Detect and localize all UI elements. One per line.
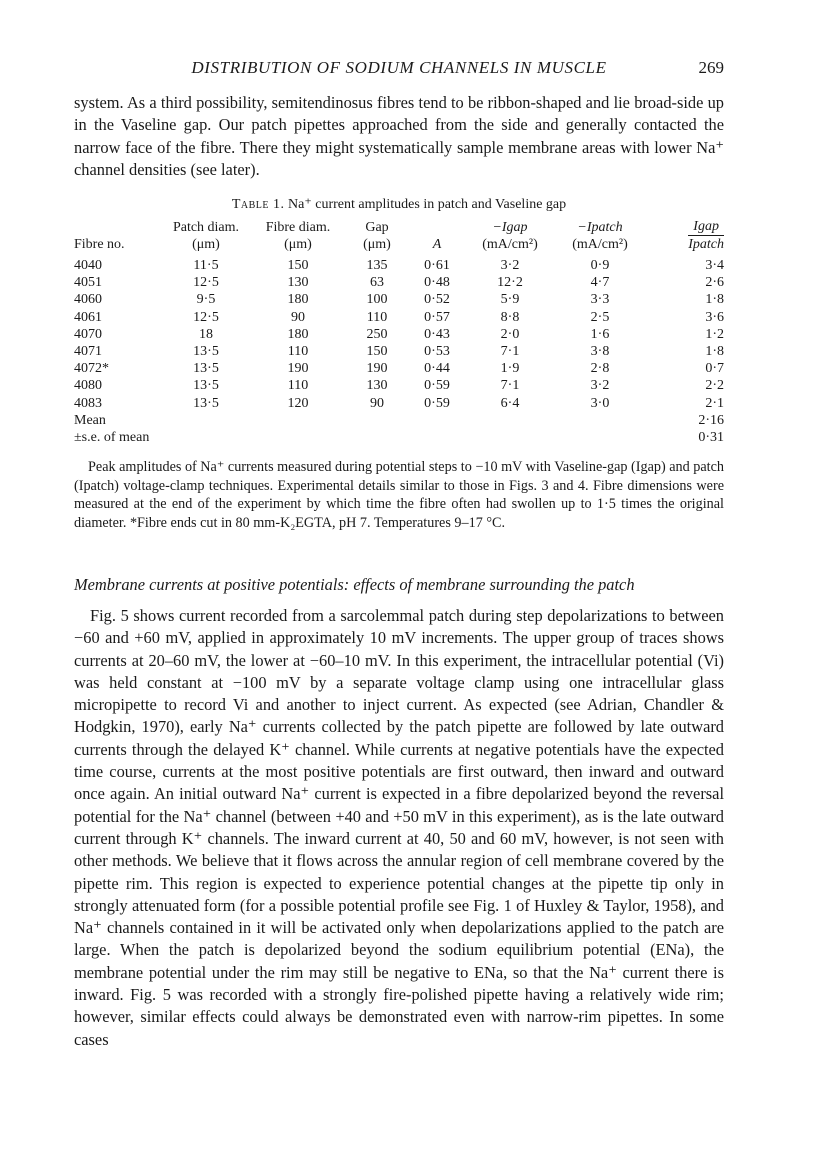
table-cell: 0·53	[424, 344, 450, 360]
table-cell: 7·1	[500, 344, 520, 360]
header-a: A	[432, 237, 442, 252]
header-ipatch: −Ipatch (mA/cm²)	[572, 220, 628, 252]
table-cell: 130	[287, 275, 309, 291]
table-row	[74, 343, 724, 360]
table-cell: 18	[199, 326, 213, 342]
table-cell: 13·5	[193, 344, 219, 360]
table-cell: 135	[366, 258, 388, 273]
table-caption-label: Table 1.	[231, 197, 285, 212]
table-footnote: Peak amplitudes of Na⁺ currents measured during potential steps to −10 mV with Vaseline-gap (Igap) and patch (Ipatch) voltage-clamp techniques. Experimental details similar to those in Figs. 3 and 4. Fibre dimensions were measured at the end of the experiment by which time the fibre often had swollen up to 1·5 times the original diameter. *Fibre ends cut in 80 mm-K₂EGTA, pH 7. Temperatures 9–17 °C.	[74, 459, 724, 531]
table-cell: 0·59	[424, 395, 450, 411]
table-cell: 2·1	[705, 395, 724, 411]
table-cell: 3·8	[590, 344, 610, 360]
table-row	[74, 326, 724, 343]
section-heading: Membrane currents at positive potentials: effects of membrane surrounding the patch	[74, 575, 635, 594]
table-cell: 0·57	[424, 309, 450, 325]
table-row-mean	[74, 412, 724, 429]
table-cell: 190	[366, 361, 388, 377]
table-cell: 4060	[74, 292, 102, 308]
table-cell: 90	[370, 395, 384, 411]
table-cell: 100	[366, 292, 388, 308]
table-cell: 180	[287, 326, 309, 342]
table-cell: 180	[287, 292, 309, 308]
table-row	[74, 309, 724, 326]
table-cell: 4040	[74, 258, 102, 273]
table-cell: 3·3	[590, 292, 610, 308]
table-cell: 4061	[74, 309, 102, 325]
table-cell: 13·5	[193, 361, 219, 377]
table-body	[74, 257, 724, 446]
table-cell: 1·2	[705, 326, 724, 342]
table-cell: 63	[370, 275, 384, 291]
table-cell: 11·5	[193, 258, 219, 273]
header-patch-diam: Patch diam. (μm)	[172, 220, 240, 252]
table-row	[74, 377, 724, 394]
table-cell: 110	[366, 309, 388, 325]
table-cell: 130	[366, 378, 388, 394]
mean-label: Mean	[74, 412, 106, 428]
table-cell: 150	[366, 344, 388, 360]
table-cell: 3·2	[500, 258, 520, 273]
table-cell: 110	[287, 344, 309, 360]
table-cell: 8·8	[500, 309, 520, 325]
table-cell: 0·61	[424, 258, 450, 273]
table-cell: 4·7	[590, 275, 610, 291]
table-cell: 0·43	[424, 326, 450, 342]
table-header-row	[74, 218, 724, 257]
table-cell: 0·7	[705, 361, 724, 377]
table-cell: 12·2	[497, 275, 523, 291]
table-cell: 4071	[74, 344, 102, 360]
table-row	[74, 257, 724, 274]
table-cell: 250	[366, 326, 388, 342]
table-row	[74, 274, 724, 291]
table-cell: 5·9	[500, 292, 520, 308]
table-cell: 1·8	[705, 292, 724, 308]
table-row	[74, 291, 724, 308]
table-cell: 150	[287, 258, 309, 273]
table-cell: 2·5	[590, 309, 610, 325]
header-igap: −Igap (mA/cm²)	[482, 220, 538, 252]
table-cell: 3·6	[705, 309, 724, 325]
table-cell: 7·1	[500, 378, 520, 394]
table-cell: 2·8	[590, 361, 610, 377]
table-cell: 110	[287, 378, 309, 394]
table-cell: 2·6	[705, 275, 724, 291]
table-cell: 6·4	[500, 395, 520, 411]
table-cell: 0·48	[424, 275, 450, 291]
table-cell: 2·2	[705, 378, 724, 394]
table-cell: 0·59	[424, 378, 450, 394]
table-cell: 12·5	[193, 275, 219, 291]
table-cell: 3·4	[705, 258, 724, 273]
header-fibre-no: Fibre no.	[74, 237, 125, 252]
table-cell: 4080	[74, 378, 102, 394]
table-cell: 12·5	[193, 309, 219, 325]
table-cell: 120	[287, 395, 309, 411]
table-cell: 4072*	[74, 361, 109, 377]
paragraph-1: system. As a third possibility, semitendinosus fibres tend to be ribbon-shaped and lie broad-side up in the Vaseline gap. Our patch pipettes approached from the side and generally contacted the narrow face of the fibre. There they might systematically sample membrane areas with lower Na⁺ channel densities (see later).	[74, 93, 724, 179]
table-cell: 2·0	[500, 326, 520, 342]
table-row	[74, 360, 724, 377]
table-cell: 90	[291, 309, 305, 325]
table-cell: 0·9	[590, 258, 610, 273]
table-cell: 9·5	[196, 292, 216, 308]
table-caption	[74, 196, 724, 213]
table-cell: 4083	[74, 395, 102, 411]
table-cell: 3·0	[590, 395, 610, 411]
table-cell: 1·8	[705, 344, 724, 360]
table-cell: 4070	[74, 326, 102, 342]
running-head: DISTRIBUTION OF SODIUM CHANNELS IN MUSCLE	[191, 58, 607, 77]
table-caption-text: Na⁺ current amplitudes in patch and Vaseline gap	[288, 197, 567, 212]
mean-value: 2·16	[698, 412, 724, 428]
page-header	[74, 58, 724, 82]
table-cell: 4051	[74, 275, 102, 291]
table-row-sem	[74, 429, 724, 446]
ratio-fraction: $\frac{\text{Igap}}{\text{Ipatch}}$	[688, 219, 724, 252]
table-cell: 0·44	[424, 361, 450, 377]
table-cell: 190	[287, 361, 309, 377]
table-cell: 13·5	[193, 378, 219, 394]
table-row	[74, 395, 724, 412]
page-number: 269	[698, 58, 724, 77]
table-1	[74, 218, 724, 446]
table-cell: 0·52	[424, 292, 450, 308]
paragraph-2: Fig. 5 shows current recorded from a sarcolemmal patch during step depolarizations to between −60 and +60 mV, applied in approximately 10 mV increments. The upper group of traces shows currents at 20–60 mV, the lower at −60–10 mV. In this experiment, the intracellular potential (Vi) was held constant at −100 mV by a separate voltage clamp using one intracellular glass micropipette to record Vi and another to inject current. As expected (see Adrian, Chandler & Hodgkin, 1970), early Na⁺ currents collected by the patch pipette are followed by late outward currents through the delayed K⁺ channel. While currents at negative potentials have the expected time course, currents at the most positive potentials are first outward, then inward and outward once again. An initial outward Na⁺ current is expected in a fibre depolarized beyond the reversal potential for the Na⁺ channel (between +40 and +50 mV in this experiment), as is the late outward current through K⁺ channels. The inward current at 40, 50 and 60 mV, however, is not seen with other methods. We believe that it flows across the annular region of cell membrane covered by the pipette rim. This region is expected to experience potential changes at the pipette tip only in strongly attenuated form (for a possible potential profile see Fig. 1 of Huxley & Taylor, 1958), and Na⁺ channels contained in it will be activated only when depolarizations applied to the patch are large. When the patch is depolarized beyond the sodium equilibrium potential (ENa), the membrane potential under the rim may still be negative to ENa, so that the Na⁺ current there is inward. Fig. 5 was recorded with a strongly fire-polished pipette having a relatively wide rim; however, similar effects could always be demonstrated even with narrow-rim pipettes. In some cases	[74, 606, 724, 1049]
header-fibre-diam: Fibre diam. (μm)	[265, 220, 331, 252]
table-cell: 13·5	[193, 395, 219, 411]
sem-value: 0·31	[698, 430, 724, 446]
table-cell: 3·2	[590, 378, 610, 394]
header-gap: Gap (μm)	[363, 220, 391, 252]
sem-label: ±s.e. of mean	[74, 430, 150, 446]
table-cell: 1·9	[500, 361, 520, 377]
header-ratio	[644, 218, 724, 257]
table-cell: 1·6	[590, 326, 610, 342]
